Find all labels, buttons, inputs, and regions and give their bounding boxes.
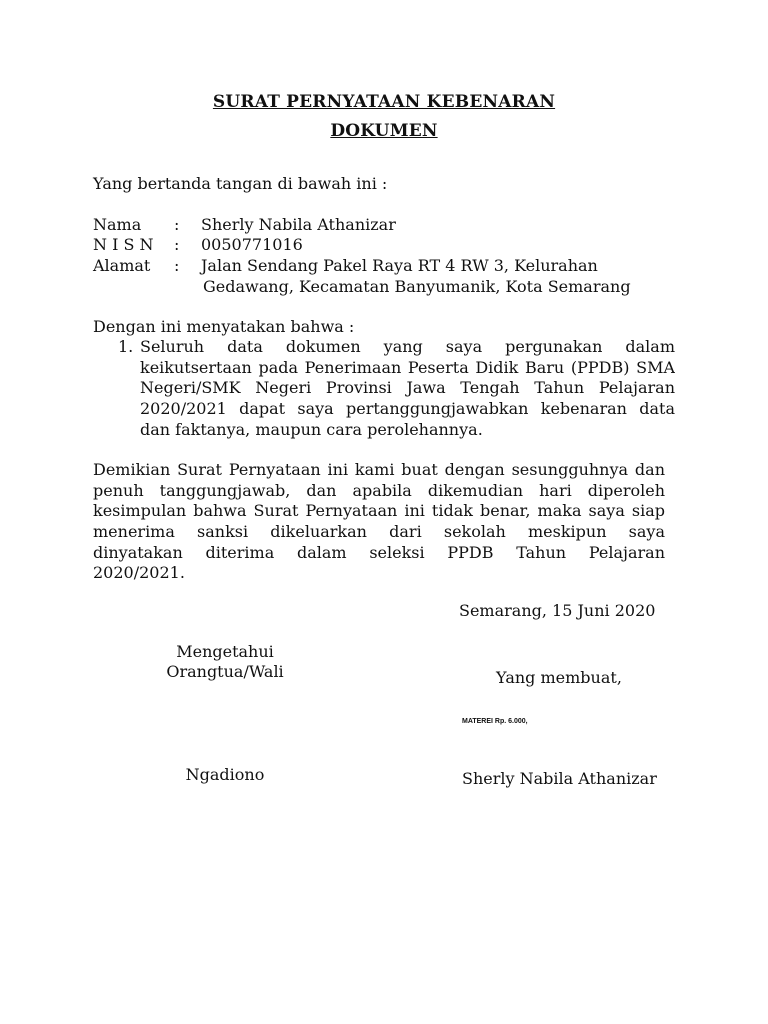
statement-intro: Dengan ini menyatakan bahwa : [93,317,355,336]
statement-line: keikutsertaan pada Penerimaan Peserta Didik Baru (PPDB) SMA [140,358,675,377]
left-sign-name: Ngadiono [185,765,265,784]
closing-line: Demikian Surat Pernyataan ini kami buat dengan sesungguhnya dan [93,460,665,479]
nisn-label: N I S N [93,235,154,254]
statement-number: 1. [118,337,134,356]
address-separator: : [174,256,180,275]
right-sign-name: Sherly Nabila Athanizar [462,769,657,788]
nisn-separator: : [174,235,180,254]
statement-line: 2020/2021 dapat saya pertanggungjawabkan kebenaran data [140,399,675,418]
closing-line: dinyatakan diterima dalam seleksi PPDB Tahun Pelajaran [93,543,665,562]
address-label: Alamat [93,256,151,275]
intro-text: Yang bertanda tangan di bawah ini : [93,174,388,193]
name-value: Sherly Nabila Athanizar [201,215,396,234]
closing-line: menerima sanksi dikeluarkan dari sekolah meskipun saya [93,522,665,541]
left-sign-label-1: Mengetahui [176,642,274,661]
title-line-2: DOKUMEN [330,121,438,141]
statement-line: Seluruh data dokumen yang saya pergunakan dalam [140,337,675,356]
left-sign-label-2: Orangtua/Wali [166,662,284,681]
statement-line: Negeri/SMK Negeri Provinsi Jawa Tengah Tahun Pelajaran [140,378,675,397]
address-line-2: Gedawang, Kecamatan Banyumanik, Kota Semarang [203,277,631,296]
closing-line: kesimpulan bahwa Surat Pernyataan ini tidak benar, maka saya siap [93,501,665,520]
name-label: Nama [93,215,142,234]
nisn-value: 0050771016 [201,235,303,254]
name-separator: : [174,215,180,234]
closing-line: 2020/2021. [93,563,185,582]
title-line-1: SURAT PERNYATAAN KEBENARAN [212,92,556,112]
closing-line: penuh tanggungjawab, dan apabila dikemudian hari diperoleh [93,481,665,500]
right-sign-label: Yang membuat, [496,668,622,687]
statement-line: dan faktanya, maupun cara perolehannya. [140,420,483,439]
address-line-1: Jalan Sendang Pakel Raya RT 4 RW 3, Kelurahan [201,256,598,275]
materai-stamp: MATEREI Rp. 6.000, [462,718,528,725]
place-date: Semarang, 15 Juni 2020 [459,601,656,620]
